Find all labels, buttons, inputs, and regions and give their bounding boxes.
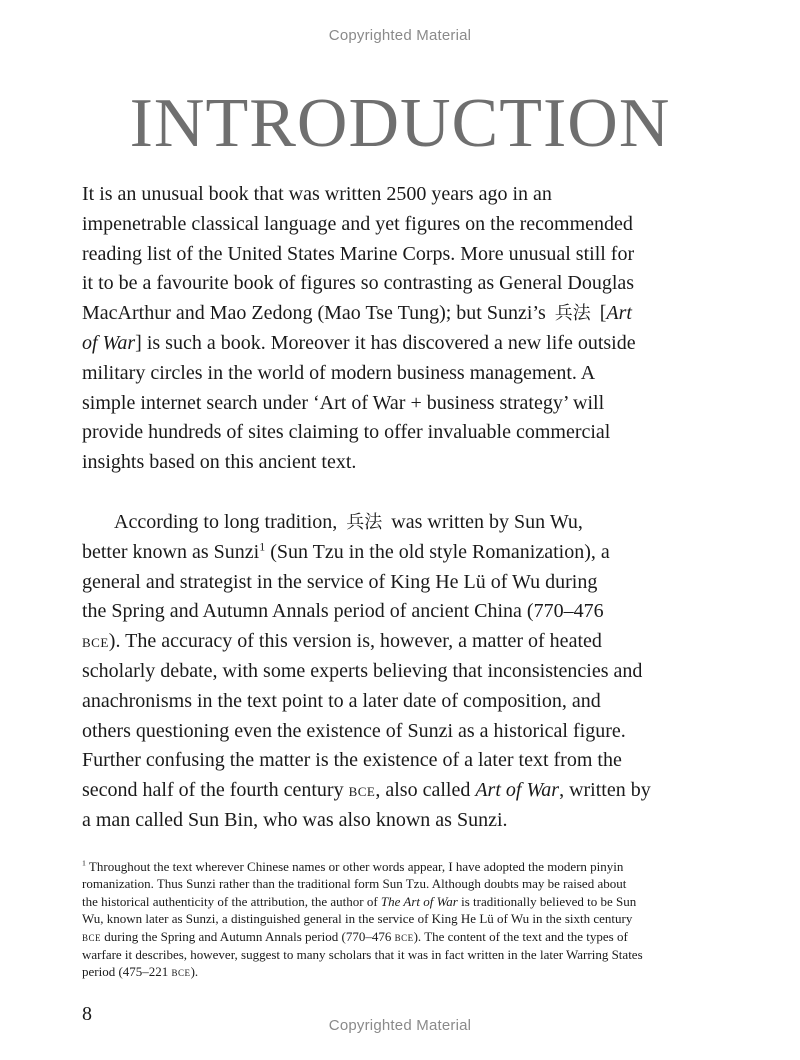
footnote-line: Wu, known later as Sunzi, a distinguished general in the service of King He Lü of Wu in the sixth century (82, 911, 633, 927)
small-caps-era: bce (82, 631, 109, 653)
footnote-line (82, 928, 722, 946)
footnote (82, 858, 722, 982)
text-line: insights based on this ancient text. (82, 451, 357, 474)
footnote-marker: 1 (82, 858, 86, 868)
text-segment: ] is such a book. Moreover it has discovered a new life outside (135, 331, 636, 354)
text-line: reading list of the United States Marine Corps. More unusual still for (82, 242, 635, 265)
book-title-italic: The Art of War (380, 893, 458, 909)
text-segment: the historical authenticity of the attribution, the author of (82, 893, 381, 909)
text-segment: (Sun Tzu in the old style Romanization), a (265, 540, 610, 563)
text-segment: , written by (559, 779, 651, 802)
text-line: military circles in the world of modern business management. A (82, 361, 596, 384)
text-line: it to be a favourite book of figures so contrasting as General Douglas (82, 272, 635, 295)
small-caps-era: bce (348, 780, 376, 802)
text-segment: ). The accuracy of this version is, however, a matter of heated (108, 630, 602, 653)
text-segment: Throughout the text wherever Chinese names or other words appear, I have adopted the modern pinyin (85, 859, 624, 874)
footnote-reference[interactable]: 1 (259, 539, 266, 554)
small-caps-era: bce (82, 929, 102, 944)
text-segment: MacArthur and Mao Zedong (Mao Tse Tung); but Sunzi’s (82, 302, 551, 325)
text-line (82, 508, 722, 538)
text-line: It is an unusual book that was written 2500 years ago in an (82, 183, 552, 205)
text-segment: [ (594, 302, 607, 325)
text-line (82, 538, 722, 568)
text-line (82, 329, 722, 359)
page-number: 8 (82, 1003, 92, 1025)
watermark-top: Copyrighted Material (328, 27, 472, 44)
text-line (82, 776, 722, 806)
paragraph-1 (82, 180, 722, 478)
footnote-line: warfare it describes, however, suggest to many scholars that it was in fact written in the later Warring States (82, 947, 643, 963)
text-line: the Spring and Autumn Annals period of ancient China (770–476 (82, 600, 604, 623)
text-segment: is traditionally believed to be Sun (457, 893, 637, 909)
book-title-italic: Art (606, 302, 632, 325)
text-segment: during the Spring and Autumn Annals period (770–476 (101, 928, 395, 944)
footnote-line: romanization. Thus Sunzi rather than the traditional form Sun Tzu. Although doubts may be raised about (82, 876, 627, 892)
footnote-line (82, 858, 722, 875)
footnote-line (82, 963, 722, 981)
text-segment: According to long tradition, (114, 511, 343, 533)
watermark-bottom: Copyrighted Material (328, 1017, 472, 1034)
text-segment: was written by Sun Wu, (386, 511, 583, 533)
text-line: general and strategist in the service of King He Lü of Wu during (82, 570, 598, 593)
footnote-line (82, 893, 722, 910)
paragraph-2 (82, 508, 722, 836)
chapter-title: INTRODUCTION (129, 85, 671, 162)
text-line: a man called Sun Bin, who was also known as Sunzi. (82, 808, 508, 831)
text-segment: ). (190, 964, 199, 980)
text-line: anachronisms in the text point to a later date of composition, and (82, 689, 601, 712)
small-caps-era: bce (171, 965, 191, 980)
small-caps-era: bce (394, 929, 414, 944)
text-segment: better known as Sunzi (82, 540, 260, 563)
text-line: scholarly debate, with some experts believing that inconsistencies and (82, 659, 643, 682)
text-line: provide hundreds of sites claiming to offer invaluable commercial (82, 421, 611, 444)
book-title-italic: Art of War (475, 779, 560, 802)
text-line: Further confusing the matter is the existence of a later text from the (82, 749, 622, 772)
text-segment: ). The content of the text and the types of (413, 928, 628, 944)
text-line: impenetrable classical language and yet figures on the recommended (82, 212, 633, 235)
chinese-characters: 兵法 (346, 512, 383, 533)
text-line (82, 299, 722, 329)
text-line: simple internet search under ‘Art of War + business strategy’ will (82, 391, 605, 414)
text-line: others questioning even the existence of Sunzi as a historical figure. (82, 719, 626, 742)
text-line (82, 627, 722, 657)
text-segment: period (475–221 (82, 964, 172, 980)
text-segment: second half of the fourth century (82, 779, 349, 802)
text-segment: , also called (375, 779, 476, 802)
book-title-italic: of War (82, 331, 136, 354)
chinese-characters: 兵法 (554, 303, 591, 325)
